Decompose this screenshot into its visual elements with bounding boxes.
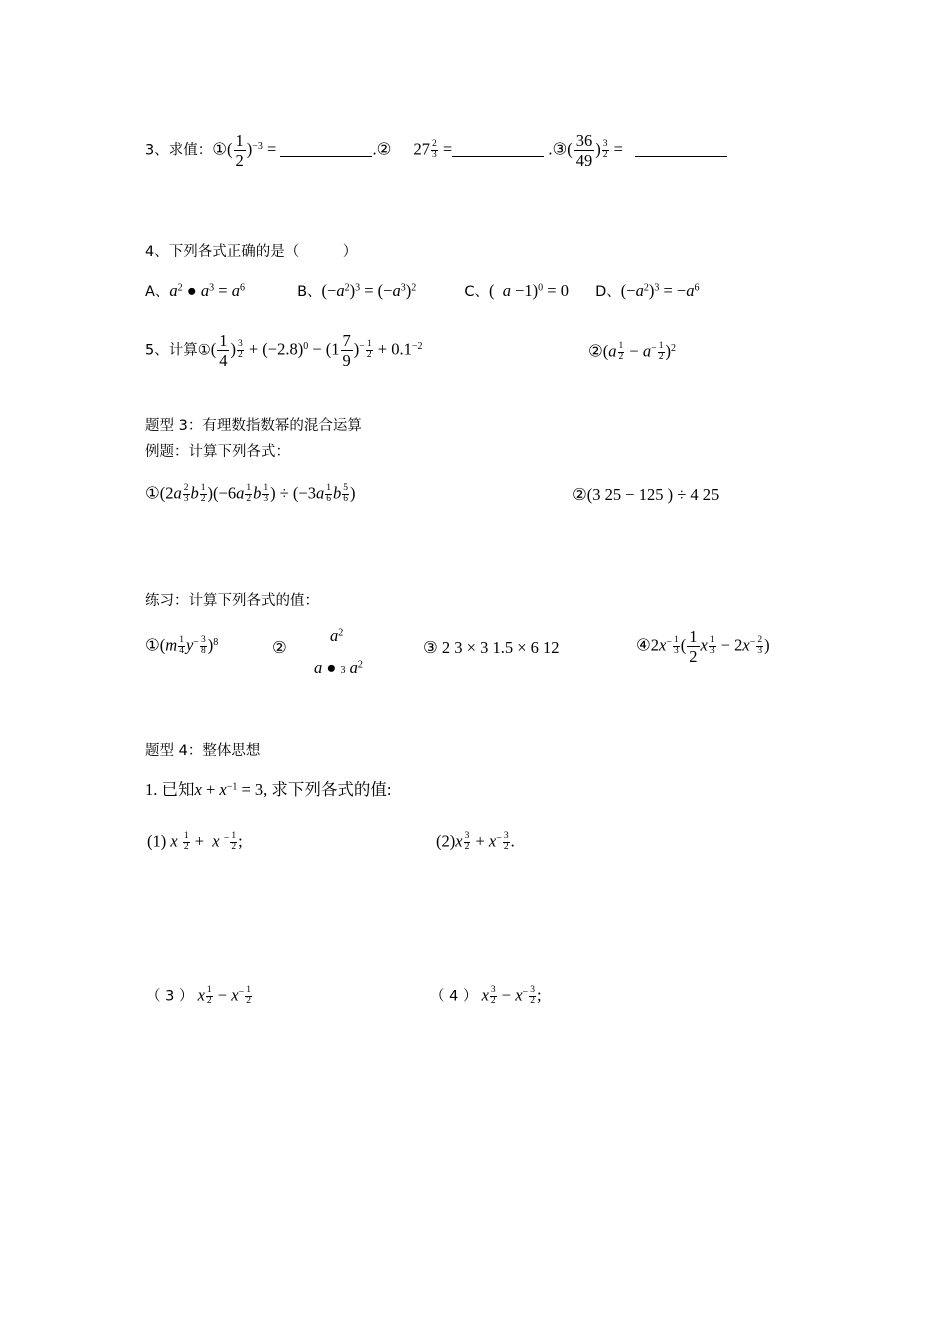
type4-heading: 题型 4：整体思想 bbox=[145, 743, 261, 759]
q4-title: 4、下列各式正确的是（ ） bbox=[145, 244, 358, 260]
q3-exponent-2: $\frac{2}{3}$ bbox=[432, 139, 437, 160]
type3-example-1: ①(2a $\frac{2}{3}$ b $\frac{1}{2}$ )(−6a $\frac{1}{2}$ b $\frac{1}{3}$ ) ÷ (−3a $\frac{1}{6}$ b $\frac{5}{6}$ ) bbox=[145, 483, 356, 504]
q3-fraction-3: $\frac{36}{49}$ bbox=[575, 131, 593, 171]
type3-heading: 题型 3：有理数指数幂的混合运算 bbox=[145, 418, 362, 434]
practice-4: ④2x− $\frac{1}{3}$ ( $\frac{1}{2}$ x $\frac{1}{3}$ − 2x− $\frac{2}{3}$ ) bbox=[636, 627, 770, 667]
type4-question-1: 1. 已知$x + x^{-1} = 3$, 求下列各式的值: bbox=[145, 780, 392, 799]
practice-heading: 练习：计算下列各式的值： bbox=[145, 593, 319, 609]
type3-example-2: ②(3 25 − 125 ) ÷ 4 25 bbox=[572, 485, 720, 504]
type4-sub-1: (1) x $\frac{1}{2}$ + x − $\frac{1}{2}$ ; bbox=[147, 831, 243, 852]
q3-label: 3、求值： bbox=[145, 142, 213, 159]
answer-blank-1[interactable] bbox=[280, 156, 372, 157]
practice-2-denominator: a ● 3 $a^2$ bbox=[314, 658, 363, 677]
q3-exponent-3: $\frac{3}{2}$ bbox=[602, 139, 608, 160]
type3-example: 例题：计算下列各式： bbox=[145, 444, 290, 460]
practice-2: ② bbox=[272, 638, 287, 657]
q3-line: 3、求值：①( $\frac{1}{2}$ )$^{-3}$ = .② 27 $\frac{2}{3}$ = .③( $\frac{36}{49}$ ) $\frac{3}{2}$ = bbox=[145, 132, 727, 170]
q3-fraction-1: $\frac{1}{2}$ bbox=[235, 131, 244, 171]
q4-options: A、$a^2$ ● $a^3 = a^6$ B、$(-a^2)^3 = (-a^3)^2$ C、( a −1)$^0$ = 0 D、$(-a^2)^3 = -a^6$ bbox=[145, 281, 700, 300]
type4-sub-4: （ 4 ） x $\frac{3}{2}$ − x− $\frac{3}{2}$ ; bbox=[430, 985, 542, 1006]
type4-sub-2: (2)x $\frac{3}{2}$ + x− $\frac{3}{2}$ . bbox=[436, 831, 515, 852]
option-b-label: B、 bbox=[297, 284, 322, 300]
option-d-label: D、 bbox=[595, 284, 621, 300]
practice-1: ①(m $\frac{1}{4}$ y− $\frac{3}{8}$ )$^8$ bbox=[145, 635, 219, 656]
type4-sub-3: （ 3 ） x $\frac{1}{2}$ − x− $\frac{1}{2}$ bbox=[146, 985, 251, 1006]
q3-circle-1: ① bbox=[212, 139, 228, 159]
answer-blank-3[interactable] bbox=[635, 156, 727, 157]
practice-2-numerator: $a^2$ bbox=[330, 626, 344, 645]
practice-3: ③ 2 3 × 3 1.5 × 6 12 bbox=[423, 638, 560, 657]
q5-part-2: ②(a $\frac{1}{2}$ − a− $\frac{1}{2}$ )$^2$ bbox=[588, 341, 676, 362]
answer-blank-2[interactable] bbox=[452, 156, 544, 157]
option-c-label: C、 bbox=[464, 284, 489, 300]
q5-line: 5、计算①( $\frac{1}{4}$ ) $\frac{3}{2}$ + $(-2.8)^0 - (1$ $\frac{7}{9}$ )− $\frac{1}{2}$ + $0.1^{-2}$ bbox=[145, 331, 423, 371]
option-a-label: A、 bbox=[145, 284, 170, 300]
q5-label: 5、计算① bbox=[145, 342, 211, 359]
